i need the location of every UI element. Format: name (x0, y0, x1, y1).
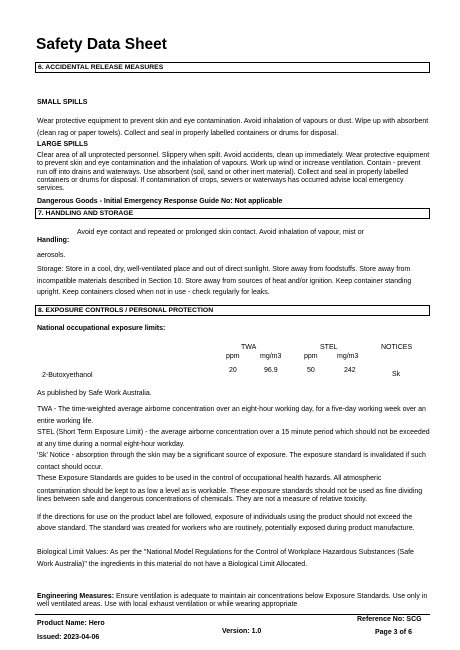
twa-definition: TWA - The time-weighted average airborne concentration over an eight-hour working day, for a five-day working week over an entire working life. (37, 406, 426, 425)
col-header-notices: NOTICES (381, 344, 413, 351)
handling-text-line1: Avoid eye contact and repeated or prolonged skin contact. Avoid inhalation of vapour, mist or (77, 229, 364, 236)
col-header-twa: TWA (241, 344, 257, 351)
small-spills-heading: SMALL SPILLS (37, 99, 88, 106)
handling-label: Handling: (37, 237, 70, 244)
exposure-standards-line1: These Exposure Standards are guides to be used in the control of occupational health hazards. All atmospheric (37, 475, 382, 482)
table-row-substance: 2-Butoxyethanol (42, 372, 93, 379)
table-cell-stel-mg: 242 (344, 367, 356, 374)
engineering-measures-label: Engineering Measures: (37, 593, 115, 600)
section-6-header: 6. ACCIDENTAL RELEASE MEASURES (35, 62, 430, 73)
table-cell-stel-ppm: 50 (307, 367, 315, 374)
table-cell-notices: Sk (392, 371, 401, 378)
col-unit-twa-ppm: ppm (226, 353, 240, 360)
col-unit-stel-mg: mg/m3 (337, 353, 359, 360)
table-cell-twa-mg: 96.9 (264, 367, 278, 374)
footer-issued-date: Issued: 2023-04-06 (37, 634, 100, 641)
label-directions-text: If the directions for use on the product label are followed, exposure of individuals using the product should not exceed the above standard. The standard was created for workers who are routinely, potentially exposed during product manufacture. (37, 514, 415, 532)
large-spills-heading: LARGE SPILLS (37, 141, 88, 148)
exposure-standards-text: contamination should be kept to as low a level as is workable. These exposure standards should not be used as fine dividing lines between safe and dangerous concentrations of chemicals. They are not a measure of relative toxicity. (37, 488, 423, 504)
table-cell-twa-ppm: 20 (229, 367, 237, 374)
engineering-measures (37, 593, 432, 610)
sk-notice-definition: 'Sk' Notice - absorption through the skin may be a significant source of exposure. The exposure standard is invalidated if such contact should occur. (37, 452, 426, 471)
col-header-stel: STEL (320, 344, 338, 351)
large-spills-text: Clear area of all unprotected personnel. Slippery when spilt. Avoid accidents, clean up immediately. Wear protective equipment to prevent skin and eye contamination and the inhalation of vapours. Work up wind or increase ventilation. Contain - prevent run off into drains and waterways. Use absorbent (soil, sand or other inert material). Collect and seal in properly labelled containers or drums for disposal. If contamination of crops, sewers or waterways has occurred advise local emergency services. (37, 152, 430, 193)
footer-page-number: Page 3 of 6 (375, 629, 412, 636)
dangerous-goods-line: Dangerous Goods - Initial Emergency Response Guide No: Not applicable (37, 198, 283, 205)
footer-version: Version: 1.0 (222, 628, 262, 635)
biological-limit-text: Biological Limit Values: As per the "National Model Regulations for the Control of Workplace Hazardous Substances (Safe Work Australia)" the ingredients in this material do not have a Biological Limit Allocated. (37, 549, 414, 568)
col-unit-twa-mg: mg/m3 (260, 353, 282, 360)
storage-text: Storage: Store in a cool, dry, well-ventilated place and out of direct sunlight. Store away from foodstuffs. Store away from incompatible materials described in Section 10. Store away from sources of heat and/or ignition. Keep container standing upright. Keep containers closed when not in use - check regularly for leaks. (37, 266, 412, 296)
national-limits-heading: National occupational exposure limits: (37, 325, 166, 332)
published-by-note: As published by Safe Work Australia. (37, 390, 152, 397)
document-title: Safety Data Sheet (36, 36, 167, 53)
section-7-header: 7. HANDLING AND STORAGE (35, 208, 430, 219)
section-8-header: 8. EXPOSURE CONTROLS / PERSONAL PROTECTION (35, 305, 430, 316)
footer-divider (35, 614, 430, 615)
footer-product-name: Product Name: Hero (37, 620, 105, 627)
small-spills-text: Wear protective equipment to prevent skin and eye contamination. Avoid inhalation of vapours or dust. Wipe up with absorbent (clean rag or paper towels). Collect and seal in properly labelled containers or drums for disposal. (37, 118, 429, 137)
col-unit-stel-ppm: ppm (304, 353, 318, 360)
engineering-measures-text: Ensure ventilation is adequate to maintain air concentrations below Exposure Standards. Use only in well ventilated areas. Use with local exhaust ventilation or while wearing appropriate (37, 593, 428, 609)
stel-definition: STEL (Short Term Exposure Limit) - the average airborne concentration over a 15 minute period which should not be exceeded at any time during a normal eight-hour workday. (37, 429, 430, 448)
handling-text-line2: aerosols. (37, 252, 66, 259)
footer-reference: Reference No: SCG (357, 616, 422, 623)
